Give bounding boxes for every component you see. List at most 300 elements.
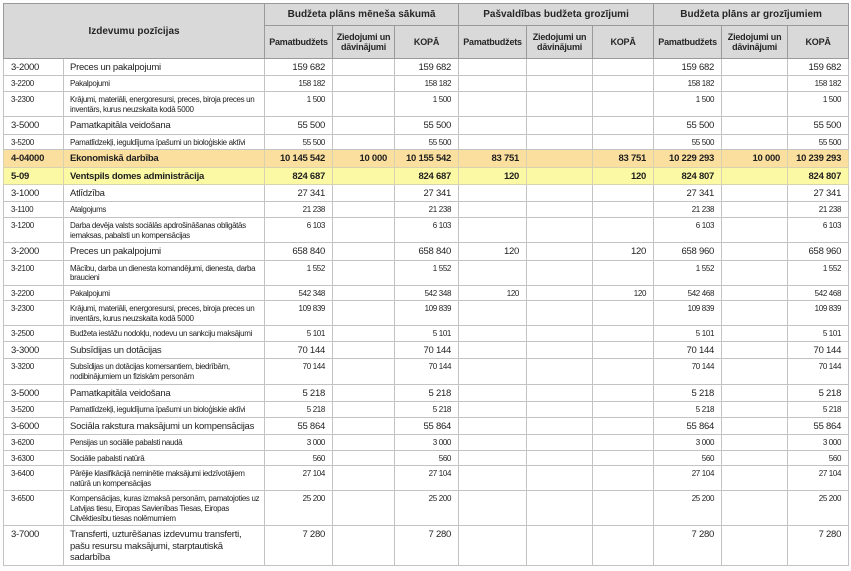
cell-value: 658 960 [788, 243, 849, 260]
cell-value [593, 402, 654, 418]
cell-value: 70 144 [395, 359, 459, 384]
cell-value: 1 500 [395, 91, 459, 116]
table-row [4, 134, 849, 150]
cell-value: 3 000 [395, 435, 459, 451]
cell-value: 120 [593, 167, 654, 184]
subheader-donations-1: Ziedojumi un dāvinājumi [333, 26, 395, 59]
cell-value: 25 200 [654, 491, 722, 526]
cell-value [527, 526, 593, 566]
cell-value [333, 184, 395, 201]
table-row [4, 326, 849, 342]
cell-value [722, 301, 788, 326]
row-code: 3-2300 [4, 301, 64, 326]
cell-value [333, 301, 395, 326]
cell-value [593, 202, 654, 218]
cell-value [333, 76, 395, 92]
row-label: Ventspils domes administrācija [64, 167, 265, 184]
cell-value: 21 238 [395, 202, 459, 218]
cell-value [722, 435, 788, 451]
table-header [4, 4, 849, 59]
group-header-municipal-amendments: Pašvaldības budžeta grozījumi [459, 4, 654, 26]
cell-value [593, 450, 654, 466]
cell-value: 824 687 [265, 167, 333, 184]
cell-value [722, 117, 788, 134]
row-code: 3-1100 [4, 202, 64, 218]
cell-value [593, 491, 654, 526]
cell-value: 542 348 [265, 285, 333, 301]
cell-value: 560 [788, 450, 849, 466]
subheader-donations-3: Ziedojumi un dāvinājumi [722, 26, 788, 59]
row-label: Pamatlīdzekļi, ieguldījuma īpašumi un bioloģiskie aktīvi [64, 134, 265, 150]
row-label: Budžeta iestāžu nodokļu, nodevu un sankciju maksājumi [64, 326, 265, 342]
cell-value: 25 200 [788, 491, 849, 526]
table-row [4, 417, 849, 434]
cell-value: 5 101 [395, 326, 459, 342]
row-label: Krājumi, materiāli, energoresursi, preces, biroja preces un inventārs, kurus neuzskaita kodā 5000 [64, 91, 265, 116]
cell-value [527, 466, 593, 491]
cell-value: 158 182 [395, 76, 459, 92]
table-row [4, 285, 849, 301]
cell-value [333, 91, 395, 116]
cell-value [459, 134, 527, 150]
cell-value: 55 500 [395, 134, 459, 150]
cell-value [333, 260, 395, 285]
cell-value [333, 417, 395, 434]
cell-value [527, 202, 593, 218]
row-label: Kompensācijas, kuras izmaksā personām, pamatojoties uz Latvijas tiesu, Eiropas Savienības Tiesas, Eiropas Cilvēktiesību tiesas nolēmumiem [64, 491, 265, 526]
cell-value: 120 [459, 243, 527, 260]
row-label: Pensijas un sociālie pabalsti naudā [64, 435, 265, 451]
cell-value [459, 466, 527, 491]
row-label: Transferti, uzturēšanas izdevumu transferti, pašu resursu maksājumi, starptautiskā sadarbība [64, 526, 265, 566]
row-label: Atlīdzība [64, 184, 265, 201]
cell-value [459, 202, 527, 218]
table-row [4, 526, 849, 566]
cell-value: 27 104 [395, 466, 459, 491]
row-code: 5-09 [4, 167, 64, 184]
cell-value [527, 359, 593, 384]
header-group-row [4, 4, 849, 26]
table-row [4, 491, 849, 526]
cell-value [722, 342, 788, 359]
cell-value [459, 342, 527, 359]
row-label: Atalgojums [64, 202, 265, 218]
cell-value: 5 218 [395, 384, 459, 401]
row-code: 4-04000 [4, 150, 64, 167]
row-code: 3-3200 [4, 359, 64, 384]
cell-value [459, 59, 527, 76]
cell-value: 27 104 [654, 466, 722, 491]
cell-value [459, 435, 527, 451]
cell-value: 70 144 [265, 342, 333, 359]
cell-value [459, 301, 527, 326]
cell-value [593, 217, 654, 242]
cell-value [722, 76, 788, 92]
cell-value: 27 104 [265, 466, 333, 491]
row-code: 3-2000 [4, 59, 64, 76]
cell-value: 560 [654, 450, 722, 466]
cell-value [459, 326, 527, 342]
cell-value: 3 000 [654, 435, 722, 451]
subheader-total-1: KOPĀ [395, 26, 459, 59]
table-row [4, 91, 849, 116]
cell-value: 70 144 [265, 359, 333, 384]
cell-value: 1 552 [788, 260, 849, 285]
cell-value [333, 243, 395, 260]
table-row [4, 466, 849, 491]
cell-value [722, 402, 788, 418]
cell-value [593, 342, 654, 359]
cell-value: 55 864 [654, 417, 722, 434]
cell-value [593, 59, 654, 76]
cell-value [459, 359, 527, 384]
cell-value: 27 341 [265, 184, 333, 201]
cell-value: 10 000 [333, 150, 395, 167]
cell-value [527, 402, 593, 418]
cell-value [333, 384, 395, 401]
cell-value: 6 103 [265, 217, 333, 242]
cell-value [333, 450, 395, 466]
subheader-basic-budget-1: Pamatbudžets [265, 26, 333, 59]
cell-value [459, 384, 527, 401]
cell-value: 70 144 [654, 342, 722, 359]
cell-value [593, 134, 654, 150]
cell-value [527, 150, 593, 167]
cell-value [593, 76, 654, 92]
cell-value [333, 202, 395, 218]
cell-value: 5 218 [788, 384, 849, 401]
subheader-total-3: KOPĀ [788, 26, 849, 59]
cell-value [593, 184, 654, 201]
cell-value [333, 326, 395, 342]
cell-value: 3 000 [265, 435, 333, 451]
cell-value [459, 450, 527, 466]
row-code: 3-3000 [4, 342, 64, 359]
cell-value [459, 260, 527, 285]
row-code: 3-6200 [4, 435, 64, 451]
cell-value [593, 117, 654, 134]
table-row [4, 450, 849, 466]
cell-value: 27 104 [788, 466, 849, 491]
cell-value: 542 348 [395, 285, 459, 301]
cell-value [593, 260, 654, 285]
cell-value [527, 384, 593, 401]
cell-value: 10 145 542 [265, 150, 333, 167]
cell-value: 55 500 [788, 134, 849, 150]
cell-value [333, 117, 395, 134]
cell-value: 560 [395, 450, 459, 466]
subheader-basic-budget-2: Pamatbudžets [459, 26, 527, 59]
cell-value: 158 182 [654, 76, 722, 92]
row-label: Subsīdijas un dotācijas komersantiem, biedrībām, nodibinājumiem un fiziskām personām [64, 359, 265, 384]
table-row [4, 435, 849, 451]
table-row [4, 402, 849, 418]
row-label: Pakalpojumi [64, 285, 265, 301]
cell-value: 159 682 [265, 59, 333, 76]
row-label: Mācību, darba un dienesta komandējumi, dienesta, darba braucieni [64, 260, 265, 285]
cell-value: 158 182 [265, 76, 333, 92]
cell-value: 6 103 [654, 217, 722, 242]
cell-value [333, 342, 395, 359]
row-label: Sociālie pabalsti natūrā [64, 450, 265, 466]
row-code: 3-6300 [4, 450, 64, 466]
cell-value [527, 260, 593, 285]
cell-value: 21 238 [654, 202, 722, 218]
subheader-donations-2: Ziedojumi un dāvinājumi [527, 26, 593, 59]
cell-value: 824 687 [395, 167, 459, 184]
cell-value [593, 301, 654, 326]
cell-value: 10 239 293 [788, 150, 849, 167]
cell-value [722, 526, 788, 566]
row-code: 3-6000 [4, 417, 64, 434]
cell-value: 1 500 [265, 91, 333, 116]
group-header-plan-with-amendments: Budžeta plāns ar grozījumiem [654, 4, 849, 26]
cell-value [593, 384, 654, 401]
row-code: 3-2500 [4, 326, 64, 342]
cell-value [593, 359, 654, 384]
cell-value [527, 491, 593, 526]
cell-value: 3 000 [788, 435, 849, 451]
cell-value: 5 218 [395, 402, 459, 418]
table-row [4, 202, 849, 218]
cell-value [527, 326, 593, 342]
cell-value [722, 217, 788, 242]
cell-value: 25 200 [395, 491, 459, 526]
cell-value [722, 326, 788, 342]
cell-value: 542 468 [788, 285, 849, 301]
cell-value [527, 117, 593, 134]
row-code: 3-5200 [4, 134, 64, 150]
cell-value: 55 864 [395, 417, 459, 434]
table-row [4, 217, 849, 242]
cell-value: 21 238 [788, 202, 849, 218]
cell-value: 7 280 [788, 526, 849, 566]
cell-value [333, 167, 395, 184]
cell-value [527, 167, 593, 184]
cell-value [527, 450, 593, 466]
group-header-plan-month-start: Budžeta plāns mēneša sākumā [265, 4, 459, 26]
table-row [4, 301, 849, 326]
cell-value: 1 552 [654, 260, 722, 285]
row-label: Pamatkapitāla veidošana [64, 384, 265, 401]
cell-value: 1 552 [265, 260, 333, 285]
cell-value [722, 285, 788, 301]
cell-value: 70 144 [395, 342, 459, 359]
cell-value [527, 91, 593, 116]
table-row [4, 150, 849, 167]
cell-value: 5 101 [265, 326, 333, 342]
cell-value: 5 101 [788, 326, 849, 342]
cell-value [333, 526, 395, 566]
cell-value: 658 840 [395, 243, 459, 260]
cell-value [333, 491, 395, 526]
cell-value: 560 [265, 450, 333, 466]
cell-value [593, 91, 654, 116]
cell-value: 27 341 [654, 184, 722, 201]
row-label: Pamatlīdzekļi, ieguldījuma īpašumi un bioloģiskie aktīvi [64, 402, 265, 418]
cell-value [722, 384, 788, 401]
cell-value [593, 417, 654, 434]
corner-header-expenditure-positions: Izdevumu pozīcijas [4, 4, 265, 59]
cell-value: 5 218 [654, 402, 722, 418]
cell-value: 658 840 [265, 243, 333, 260]
subheader-total-2: KOPĀ [593, 26, 654, 59]
row-label: Subsīdijas un dotācijas [64, 342, 265, 359]
row-code: 3-1000 [4, 184, 64, 201]
cell-value [593, 466, 654, 491]
cell-value: 5 218 [265, 402, 333, 418]
cell-value [459, 526, 527, 566]
cell-value: 6 103 [788, 217, 849, 242]
cell-value: 83 751 [459, 150, 527, 167]
cell-value: 824 807 [654, 167, 722, 184]
cell-value: 70 144 [788, 359, 849, 384]
cell-value: 25 200 [265, 491, 333, 526]
cell-value: 55 500 [265, 117, 333, 134]
cell-value [333, 435, 395, 451]
row-label: Sociāla rakstura maksājumi un kompensācijas [64, 417, 265, 434]
row-code: 3-5000 [4, 384, 64, 401]
cell-value [333, 359, 395, 384]
cell-value [722, 134, 788, 150]
cell-value [333, 402, 395, 418]
table-row [4, 59, 849, 76]
cell-value [527, 342, 593, 359]
cell-value: 542 468 [654, 285, 722, 301]
row-code: 3-6400 [4, 466, 64, 491]
cell-value: 55 500 [654, 117, 722, 134]
table-row [4, 342, 849, 359]
cell-value [459, 91, 527, 116]
row-label: Darba devēja valsts sociālās apdrošināšanas obligātās iemaksas, pabalsti un kompensācijas [64, 217, 265, 242]
cell-value [722, 167, 788, 184]
table-row [4, 260, 849, 285]
row-label: Preces un pakalpojumi [64, 59, 265, 76]
cell-value: 109 839 [395, 301, 459, 326]
cell-value [459, 117, 527, 134]
cell-value: 159 682 [395, 59, 459, 76]
row-code: 3-2300 [4, 91, 64, 116]
cell-value [459, 76, 527, 92]
cell-value [722, 243, 788, 260]
table-row [4, 243, 849, 260]
cell-value: 55 864 [788, 417, 849, 434]
budget-table [3, 3, 849, 566]
cell-value: 1 500 [788, 91, 849, 116]
row-label: Pakalpojumi [64, 76, 265, 92]
row-code: 3-2200 [4, 76, 64, 92]
row-code: 3-5000 [4, 117, 64, 134]
cell-value: 7 280 [654, 526, 722, 566]
cell-value [722, 184, 788, 201]
cell-value: 109 839 [788, 301, 849, 326]
cell-value: 55 864 [265, 417, 333, 434]
cell-value [722, 202, 788, 218]
cell-value [722, 260, 788, 285]
cell-value: 10 155 542 [395, 150, 459, 167]
cell-value: 6 103 [395, 217, 459, 242]
cell-value: 10 000 [722, 150, 788, 167]
table-body [4, 59, 849, 566]
cell-value: 109 839 [265, 301, 333, 326]
table-row [4, 76, 849, 92]
row-label: Pārējie klasifikācijā neminētie maksājumi iedzīvotājiem natūrā un kompensācijas [64, 466, 265, 491]
cell-value [527, 134, 593, 150]
cell-value [333, 466, 395, 491]
cell-value [722, 359, 788, 384]
cell-value: 55 500 [265, 134, 333, 150]
cell-value: 120 [459, 285, 527, 301]
row-code: 3-1200 [4, 217, 64, 242]
cell-value [459, 402, 527, 418]
cell-value [527, 285, 593, 301]
row-label: Pamatkapitāla veidošana [64, 117, 265, 134]
cell-value [593, 435, 654, 451]
cell-value [333, 217, 395, 242]
row-code: 3-2000 [4, 243, 64, 260]
subheader-basic-budget-3: Pamatbudžets [654, 26, 722, 59]
cell-value [527, 301, 593, 326]
cell-value [722, 450, 788, 466]
row-code: 3-2200 [4, 285, 64, 301]
cell-value [333, 285, 395, 301]
cell-value: 55 500 [654, 134, 722, 150]
table-row [4, 384, 849, 401]
cell-value: 159 682 [654, 59, 722, 76]
cell-value: 27 341 [788, 184, 849, 201]
cell-value [527, 59, 593, 76]
cell-value [333, 134, 395, 150]
cell-value: 120 [593, 243, 654, 260]
cell-value [459, 417, 527, 434]
cell-value [527, 435, 593, 451]
cell-value [722, 59, 788, 76]
cell-value: 55 500 [788, 117, 849, 134]
cell-value [527, 243, 593, 260]
row-label: Preces un pakalpojumi [64, 243, 265, 260]
row-code: 3-7000 [4, 526, 64, 566]
row-code: 3-5200 [4, 402, 64, 418]
cell-value: 1 500 [654, 91, 722, 116]
cell-value: 1 552 [395, 260, 459, 285]
row-code: 3-2100 [4, 260, 64, 285]
cell-value [722, 466, 788, 491]
cell-value [722, 417, 788, 434]
cell-value: 658 960 [654, 243, 722, 260]
cell-value: 824 807 [788, 167, 849, 184]
cell-value: 158 182 [788, 76, 849, 92]
cell-value: 5 101 [654, 326, 722, 342]
cell-value: 5 218 [265, 384, 333, 401]
cell-value: 83 751 [593, 150, 654, 167]
cell-value: 70 144 [788, 342, 849, 359]
cell-value [333, 59, 395, 76]
cell-value [459, 184, 527, 201]
table-row [4, 184, 849, 201]
cell-value [527, 417, 593, 434]
row-label: Krājumi, materiāli, energoresursi, preces, biroja preces un inventārs, kurus neuzskaita kodā 5000 [64, 301, 265, 326]
row-code: 3-6500 [4, 491, 64, 526]
cell-value [593, 326, 654, 342]
cell-value: 7 280 [395, 526, 459, 566]
cell-value: 5 218 [788, 402, 849, 418]
cell-value: 70 144 [654, 359, 722, 384]
cell-value: 10 229 293 [654, 150, 722, 167]
cell-value [527, 184, 593, 201]
cell-value [459, 491, 527, 526]
cell-value [527, 76, 593, 92]
cell-value [722, 91, 788, 116]
